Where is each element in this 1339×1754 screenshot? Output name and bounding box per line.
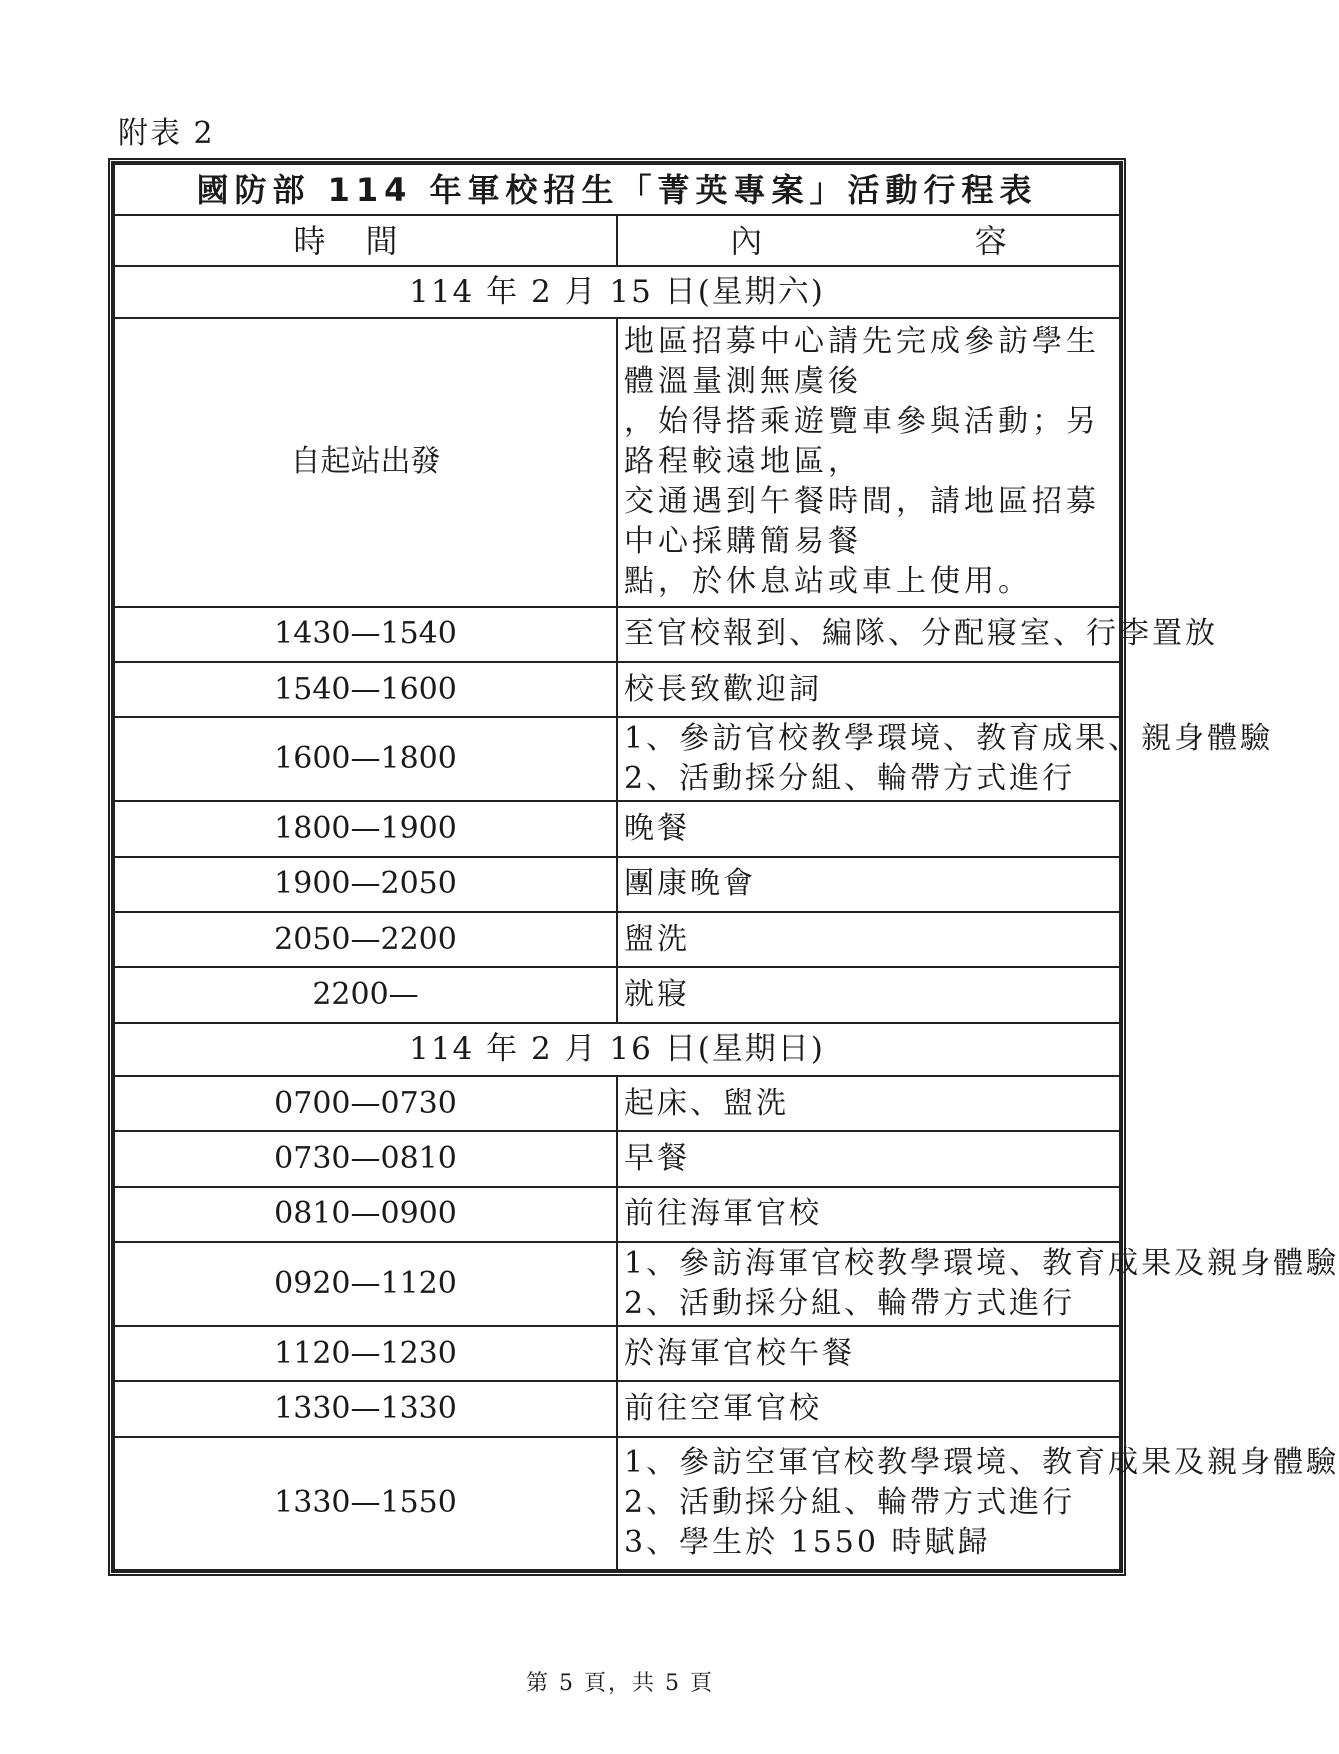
- schedule-content: [617, 801, 1120, 856]
- schedule-content: [617, 318, 1120, 607]
- schedule-row: [114, 1326, 1120, 1381]
- schedule-content: [617, 1131, 1120, 1186]
- schedule-content-line: 就寢: [624, 977, 690, 1013]
- attachment-label: 附表 2: [118, 116, 215, 151]
- header-time: [114, 215, 617, 266]
- schedule-time: 0920—1120: [114, 1242, 617, 1326]
- schedule-time: 1600—1800: [114, 717, 617, 801]
- schedule-time: 2050—2200: [114, 912, 617, 967]
- schedule-content-line: 前往空軍官校: [624, 1390, 822, 1426]
- schedule-row: [114, 607, 1120, 662]
- date-row-day2: [114, 1023, 1120, 1076]
- schedule-content: [617, 967, 1120, 1022]
- schedule-content-line: 交通遇到午餐時間，請地區招募中心採購簡易餐: [624, 484, 1100, 560]
- schedule-row: [114, 1131, 1120, 1186]
- schedule-time: 1330—1330: [114, 1381, 617, 1436]
- schedule-row: [114, 967, 1120, 1022]
- table-title: 國防部 114 年軍校招生「菁英專案」活動行程表: [114, 164, 1120, 215]
- schedule-content-line: 地區招募中心請先完成參訪學生體溫量測無虞後: [624, 324, 1100, 400]
- schedule-content: [617, 607, 1218, 662]
- schedule-content-line: 盥洗: [624, 921, 690, 957]
- schedule-content-line: 1、參訪空軍官校教學環境、教育成果及親身體驗: [624, 1445, 1339, 1481]
- schedule-content: [617, 662, 1120, 717]
- schedule-table-frame: [108, 158, 1339, 1576]
- date-day1: 114 年 2 月 15 日(星期六): [114, 266, 1120, 317]
- schedule-content: [617, 857, 1120, 912]
- schedule-time: 自起站出發: [114, 318, 617, 607]
- header-content-right: 容: [974, 221, 1007, 260]
- header-content-left: 內: [730, 221, 763, 260]
- schedule-time: 1430—1540: [114, 607, 617, 662]
- schedule-content: [617, 912, 1120, 967]
- schedule-time: 1120—1230: [114, 1326, 617, 1381]
- schedule-row: [114, 1187, 1120, 1242]
- schedule-content: [617, 717, 1274, 801]
- schedule-content-line: 1、參訪海軍官校教學環境、教育成果及親身體驗: [624, 1245, 1339, 1281]
- page-footer: 第 5 頁，共 5 頁: [526, 1671, 714, 1696]
- schedule-time: 1330—1550: [114, 1437, 617, 1570]
- schedule-content: [617, 1187, 1120, 1242]
- schedule-time: 1900—2050: [114, 857, 617, 912]
- schedule-time: 1800—1900: [114, 801, 617, 856]
- schedule-content-line: 校長致歡迎詞: [624, 671, 822, 707]
- schedule-row: [114, 318, 1120, 607]
- schedule-content-line: 起床、盥洗: [624, 1085, 789, 1121]
- schedule-content-line: 早餐: [624, 1140, 690, 1176]
- schedule-content: [617, 1381, 1120, 1436]
- schedule-content-line: ，始得搭乘遊覽車參與活動；另路程較遠地區，: [624, 404, 1100, 480]
- schedule-table: [113, 163, 1339, 1571]
- schedule-row: [114, 1381, 1120, 1436]
- schedule-content-line: 至官校報到、編隊、分配寢室、行李置放: [624, 616, 1218, 652]
- date-row-day1: [114, 266, 1120, 317]
- schedule-content: [617, 1076, 1120, 1131]
- schedule-content-line: 2、活動採分組、輪帶方式進行: [624, 1485, 1076, 1521]
- schedule-time: 1540—1600: [114, 662, 617, 717]
- schedule-row: [114, 912, 1120, 967]
- schedule-time: 0730—0810: [114, 1131, 617, 1186]
- schedule-row: [114, 1242, 1120, 1326]
- title-row: [114, 164, 1120, 215]
- date-day2: 114 年 2 月 16 日(星期日): [114, 1023, 1120, 1076]
- schedule-content-line: 1、參訪官校教學環境、教育成果、親身體驗: [624, 721, 1274, 757]
- schedule-time: 0700—0730: [114, 1076, 617, 1131]
- schedule-content-line: 前往海軍官校: [624, 1196, 822, 1232]
- schedule-content-line: 於海軍官校午餐: [624, 1335, 855, 1371]
- schedule-content-line: 點，於休息站或車上使用。: [624, 564, 1032, 600]
- schedule-row: [114, 1437, 1120, 1570]
- schedule-content: [617, 1437, 1339, 1570]
- schedule-content-line: 2、活動採分組、輪帶方式進行: [624, 761, 1076, 797]
- header-row: [114, 215, 1120, 266]
- schedule-content: [617, 1242, 1339, 1326]
- schedule-row: [114, 662, 1120, 717]
- schedule-content-line: 晚餐: [624, 811, 690, 847]
- schedule-time: 2200—: [114, 967, 617, 1022]
- header-time-label: 時間: [293, 221, 438, 260]
- header-content: [617, 215, 1120, 266]
- schedule-content-line: 團康晚會: [624, 866, 756, 902]
- schedule-content: [617, 1326, 1120, 1381]
- schedule-row: [114, 857, 1120, 912]
- schedule-row: [114, 717, 1120, 801]
- schedule-row: [114, 801, 1120, 856]
- schedule-row: [114, 1076, 1120, 1131]
- schedule-content-line: 2、活動採分組、輪帶方式進行: [624, 1285, 1076, 1321]
- schedule-time: 0810—0900: [114, 1187, 617, 1242]
- schedule-content-line: 3、學生於 1550 時賦歸: [624, 1525, 991, 1561]
